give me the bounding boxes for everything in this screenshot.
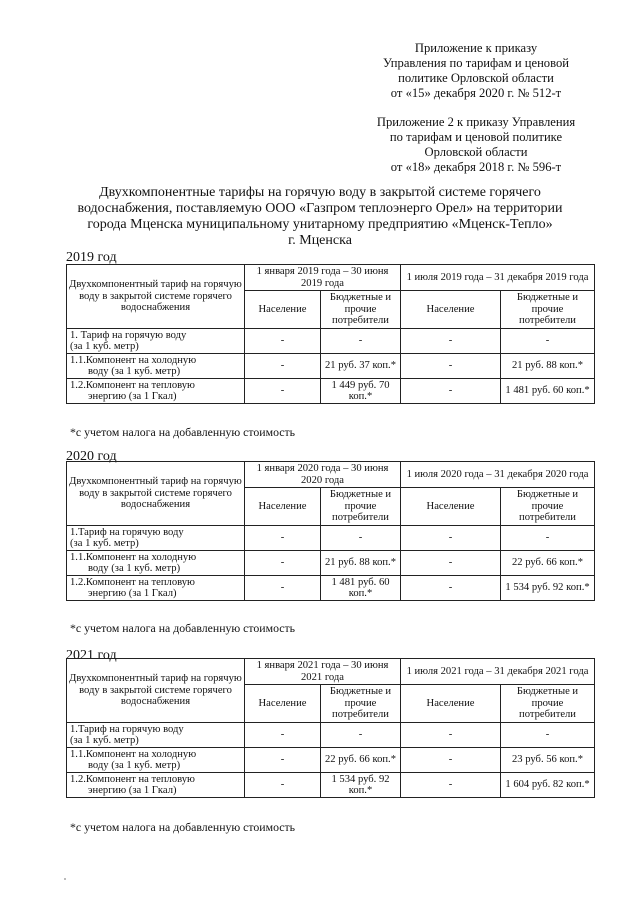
table-row [67, 329, 595, 354]
row-label [67, 576, 245, 601]
row-label-line: (за 1 куб. метр) [70, 735, 139, 746]
appendix-line: Орловской области [424, 145, 528, 159]
tariff-header-cell: Двухкомпонентный тариф на горячую воду в закрытой системе горячего водоснабжения [67, 462, 245, 526]
value-cell: - [401, 723, 501, 748]
value-cell: - [401, 773, 501, 798]
table-row [67, 526, 595, 551]
appendix-line: Приложение к приказу [414, 41, 538, 55]
value-cell: - [501, 329, 595, 354]
table-row [67, 773, 595, 798]
population-header: Население [401, 488, 501, 526]
budget-header: Бюджетные и прочие потребители [321, 488, 401, 526]
row-label-line: энергию (за 1 Гкал) [88, 391, 177, 402]
population-header: Население [401, 291, 501, 329]
row-label-line: 1.1.Компонент на холодную [70, 551, 197, 563]
title-line: Двухкомпонентные тарифы на горячую воду в закрытой системе горячего [99, 185, 541, 200]
value-cell: 21 руб. 37 коп.* [321, 354, 401, 379]
value-cell: - [321, 723, 401, 748]
row-label [67, 723, 245, 748]
row-label-line: 1. Тариф на горячую воду [70, 329, 187, 341]
value-cell: - [245, 379, 321, 404]
budget-header: Бюджетные и прочие потребители [321, 685, 401, 723]
population-header: Население [245, 488, 321, 526]
tariff-header-cell: Двухкомпонентный тариф на горячую воду в закрытой системе горячего водоснабжения [67, 265, 245, 329]
appendix-order-header [360, 41, 592, 101]
appendix-line: Управления по тарифам и ценовой [383, 56, 569, 70]
period1-header: 1 января 2019 года – 30 июня 2019 года [245, 265, 401, 291]
row-label-line: 1.2.Компонент на тепловую [70, 773, 195, 785]
table-row [67, 551, 595, 576]
value-cell: 1 534 руб. 92 коп.* [501, 576, 595, 601]
appendix-line: Приложение 2 к приказу Управления [376, 115, 576, 129]
row-label-line: воду (за 1 куб. метр) [88, 366, 181, 377]
value-cell: - [401, 526, 501, 551]
row-label [67, 526, 245, 551]
period1-header: 1 января 2021 года – 30 июня 2021 года [245, 659, 401, 685]
period1-header: 1 января 2020 года – 30 июня 2020 года [245, 462, 401, 488]
appendix-line: от «15» декабря 2020 г. № 512-т [390, 86, 562, 100]
row-label-line: 1.2.Компонент на тепловую [70, 576, 195, 588]
value-cell: - [401, 576, 501, 601]
row-label [67, 551, 245, 576]
population-header: Население [245, 291, 321, 329]
row-label-line: воду (за 1 куб. метр) [88, 563, 181, 574]
table-row [67, 354, 595, 379]
row-label-line: воду (за 1 куб. метр) [88, 760, 181, 771]
title-line: водоснабжения, поставляемую ООО «Газпром теплоэнерго Орел» на территории [77, 201, 563, 216]
period2-header: 1 июля 2020 года – 31 декабря 2020 года [401, 462, 595, 488]
value-cell: 1 604 руб. 82 коп.* [501, 773, 595, 798]
value-cell: - [501, 723, 595, 748]
row-label-line: (за 1 куб. метр) [70, 538, 139, 549]
value-cell: - [245, 526, 321, 551]
scan-speck [64, 878, 66, 880]
value-cell: 21 руб. 88 коп.* [501, 354, 595, 379]
value-cell: - [321, 526, 401, 551]
year-heading-text: 2019 год [66, 250, 117, 265]
period2-header: 1 июля 2021 года – 31 декабря 2021 года [401, 659, 595, 685]
value-cell: 1 449 руб. 70 коп.* [321, 379, 401, 404]
appendix2-order-header [360, 115, 592, 175]
value-cell: 1 481 руб. 60 коп.* [321, 576, 401, 601]
value-cell: 21 руб. 88 коп.* [321, 551, 401, 576]
budget-header: Бюджетные и прочие потребители [501, 685, 595, 723]
row-label-line: 1.1.Компонент на холодную [70, 354, 197, 366]
appendix-line: по тарифам и ценовой политике [389, 130, 563, 144]
appendix-line: от «18» декабря 2018 г. № 596-т [390, 160, 562, 174]
population-header: Население [401, 685, 501, 723]
table-row [67, 576, 595, 601]
year-heading-text: 2020 год [66, 449, 117, 464]
row-label-line: 1.2.Компонент на тепловую [70, 379, 195, 391]
value-cell: - [245, 329, 321, 354]
document-title [40, 185, 600, 249]
population-header: Население [245, 685, 321, 723]
row-label [67, 379, 245, 404]
value-cell: 23 руб. 56 коп.* [501, 748, 595, 773]
budget-header: Бюджетные и прочие потребители [321, 291, 401, 329]
row-label-line: энергию (за 1 Гкал) [88, 785, 177, 796]
row-label-line: 1.Тариф на горячую воду [70, 723, 184, 735]
value-cell: - [245, 748, 321, 773]
table-row [67, 748, 595, 773]
row-label [67, 354, 245, 379]
period2-header: 1 июля 2019 года – 31 декабря 2019 года [401, 265, 595, 291]
row-label-line: (за 1 куб. метр) [70, 341, 139, 352]
value-cell: - [401, 379, 501, 404]
tariff-header-cell: Двухкомпонентный тариф на горячую воду в закрытой системе горячего водоснабжения [67, 659, 245, 723]
value-cell: - [321, 329, 401, 354]
tariff-table [66, 264, 595, 404]
title-line: г. Мценска [288, 233, 352, 248]
table-row [67, 723, 595, 748]
budget-header: Бюджетные и прочие потребители [501, 291, 595, 329]
tariff-table [66, 658, 595, 798]
year-heading-text: 2021 год [66, 648, 117, 663]
value-cell: - [245, 773, 321, 798]
value-cell: - [245, 551, 321, 576]
row-label [67, 329, 245, 354]
appendix-line: политике Орловской области [398, 71, 554, 85]
vat-footnote: *с учетом налога на добавленную стоимость [70, 425, 296, 439]
value-cell: - [245, 723, 321, 748]
vat-footnote: *с учетом налога на добавленную стоимость [70, 820, 296, 834]
title-line: города Мценска муниципальному унитарному предприятию «Мценск-Тепло» [87, 217, 553, 232]
value-cell: 1 534 руб. 92 коп.* [321, 773, 401, 798]
value-cell: - [401, 329, 501, 354]
value-cell: - [401, 354, 501, 379]
value-cell: - [501, 526, 595, 551]
row-label [67, 748, 245, 773]
row-label-line: энергию (за 1 Гкал) [88, 588, 177, 599]
tariff-table [66, 461, 595, 601]
vat-footnote: *с учетом налога на добавленную стоимость [70, 621, 296, 635]
value-cell: 22 руб. 66 коп.* [321, 748, 401, 773]
value-cell: 22 руб. 66 коп.* [501, 551, 595, 576]
row-label-line: 1.Тариф на горячую воду [70, 526, 184, 538]
value-cell: - [401, 551, 501, 576]
row-label-line: 1.1.Компонент на холодную [70, 748, 197, 760]
value-cell: - [401, 748, 501, 773]
table-row [67, 379, 595, 404]
row-label [67, 773, 245, 798]
value-cell: - [245, 354, 321, 379]
value-cell: 1 481 руб. 60 коп.* [501, 379, 595, 404]
value-cell: - [245, 576, 321, 601]
budget-header: Бюджетные и прочие потребители [501, 488, 595, 526]
